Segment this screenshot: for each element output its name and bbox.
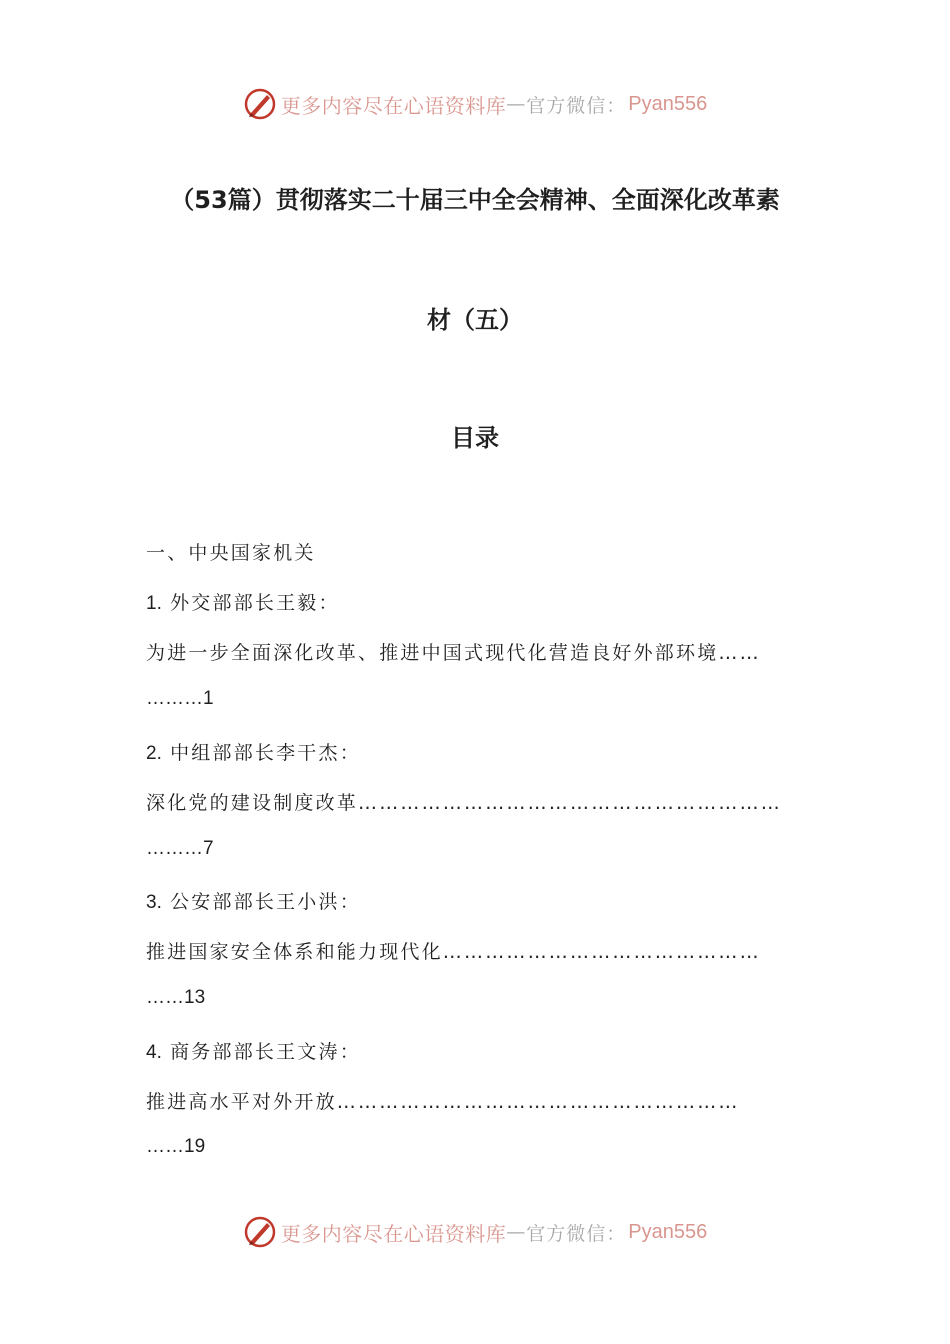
watermark-label: 官方微信： [526,94,627,117]
toc-heading: 目录 [451,424,499,452]
toc-item-author-name: 外交部部长王毅： [170,592,340,614]
pen-logo-icon [243,87,277,121]
toc-section-heading: 一、中央国家机关 [146,542,316,564]
watermark-id: Pyan556 [628,92,708,115]
toc-item-author-name: 公安部部长王小洪： [170,891,361,913]
toc-item-page: ………7 [146,838,214,859]
toc-item-author-name: 中组部部长李干杰： [170,742,361,764]
toc-item-author-name: 商务部部长王文涛： [170,1041,361,1063]
toc-item-author [146,887,361,914]
toc-item-author [146,738,361,765]
toc-item-page: ……19 [146,1136,206,1157]
footer-watermark [0,1212,950,1252]
document-title-line-1: （53篇）贯彻落实二十届三中全会精神、全面深化改革素 [170,186,780,214]
toc-item-page: ………1 [146,688,214,709]
toc-item-number: 3. [146,892,162,913]
toc-item-title: 为进一步全面深化改革、推进中国式现代化营造良好外部环境…… [146,642,761,664]
toc-item-author [146,1037,361,1064]
toc-item-number: 4. [146,1042,162,1063]
toc-item-number: 2. [146,743,162,764]
watermark-dash: — [506,93,527,115]
toc-item-author [146,588,340,615]
toc-item-page: ……13 [146,987,206,1008]
toc-item-title: 深化党的建设制度改革…………………………………………………… [146,792,783,814]
header-watermark [0,84,950,124]
watermark-dash: — [506,1221,527,1243]
toc-item-number: 1. [146,593,162,614]
toc-item-title: 推进国家安全体系和能力现代化……………………………………… [146,941,761,963]
watermark-main-text: 更多内容尽在心语资料库 [280,1221,507,1246]
watermark-label: 官方微信： [526,1222,627,1245]
document-title-line-2: 材（五） [427,306,523,334]
pen-logo-icon [243,1215,277,1249]
toc-item-title: 推进高水平对外开放………………………………………………… [146,1091,740,1113]
watermark-id: Pyan556 [628,1220,708,1243]
watermark-main-text: 更多内容尽在心语资料库 [280,93,507,118]
